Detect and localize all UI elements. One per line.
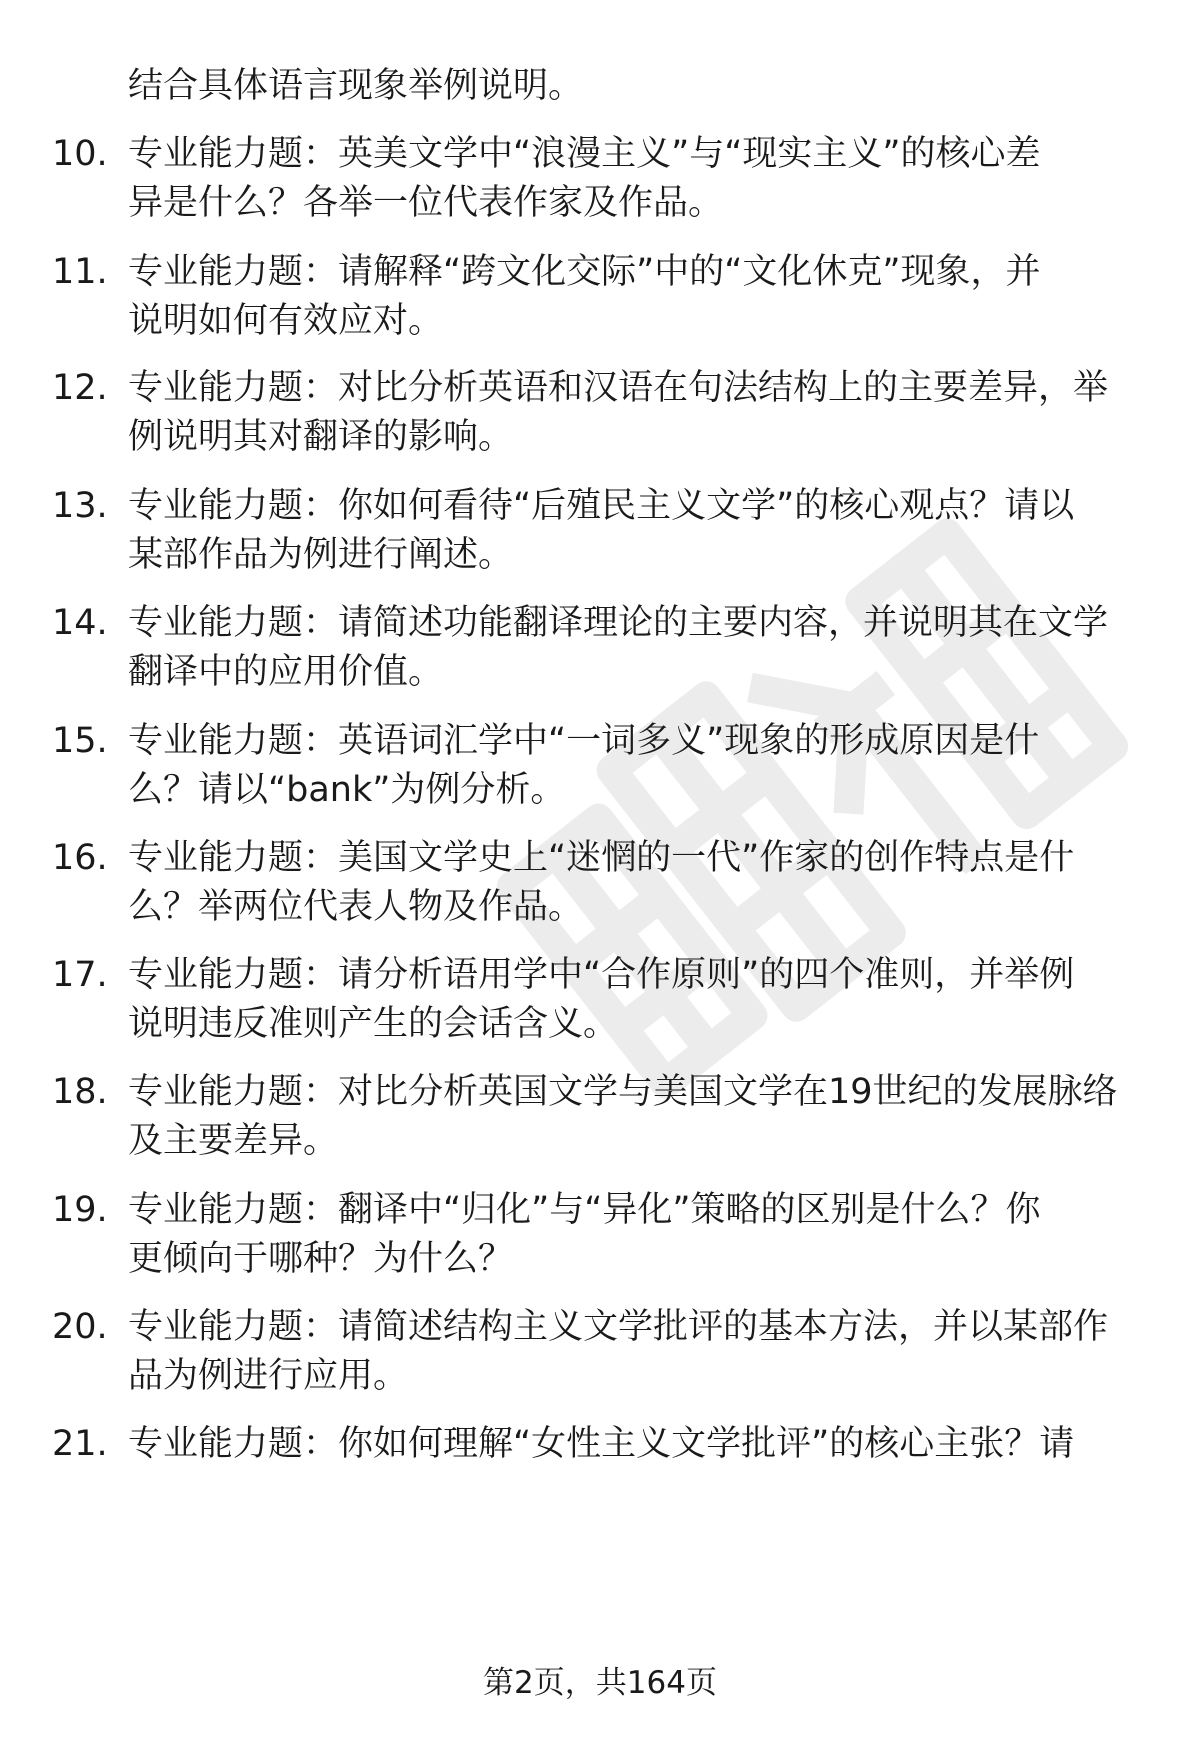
question-number: 18. (52, 1072, 108, 1112)
question-line: 及主要差异。 (128, 1121, 339, 1161)
question-line: 专业能力题：英美文学中“浪漫主义”与“现实主义”的核心差 (128, 134, 1041, 174)
question-number: 17. (52, 955, 108, 995)
question-line: 专业能力题：英语词汇学中“一词多义”现象的形成原因是什 (128, 721, 1040, 761)
question-line: 异是什么？各举一位代表作家及作品。 (128, 183, 724, 223)
question-number: 16. (52, 838, 108, 878)
question-line: 品为例进行应用。 (128, 1356, 409, 1396)
question-line: 专业能力题：你如何理解“女性主义文学批评”的核心主张？请 (128, 1424, 1075, 1464)
question-line: 专业能力题：对比分析英国文学与美国文学在19世纪的发展脉络 (128, 1072, 1118, 1112)
question-line: 么？请以“bank”为例分析。 (128, 770, 566, 810)
question-number: 13. (52, 486, 108, 526)
question-line: 某部作品为例进行阐述。 (128, 535, 514, 575)
question-line: 专业能力题：翻译中“归化”与“异化”策略的区别是什么？你 (128, 1190, 1041, 1230)
question-line: 说明违反准则产生的会话含义。 (128, 1004, 619, 1044)
question-line: 例说明其对翻译的影响。 (128, 417, 514, 457)
question-number: 12. (52, 368, 108, 408)
question-line: 更倾向于哪种？为什么？ (128, 1239, 514, 1279)
question-line: 专业能力题：请简述结构主义文学批评的基本方法，并以某部作 (128, 1307, 1109, 1347)
question-line: 专业能力题：你如何看待“后殖民主义文学”的核心观点？请以 (128, 486, 1075, 526)
continuation-line: 结合具体语言现象举例说明。 (128, 66, 584, 106)
question-line: 专业能力题：请分析语用学中“合作原则”的四个准则，并举例 (128, 955, 1075, 995)
question-line: 专业能力题：对比分析英语和汉语在句法结构上的主要差异，举 (128, 368, 1109, 408)
page-footer: 第2页，共164页 (483, 1665, 717, 1701)
question-number: 19. (52, 1190, 108, 1230)
question-line: 专业能力题：请解释“跨文化交际”中的“文化休克”现象，并 (128, 252, 1041, 292)
question-number: 14. (52, 603, 108, 643)
question-number: 15. (52, 721, 108, 761)
question-line: 翻译中的应用价值。 (128, 652, 444, 692)
question-number: 21. (52, 1424, 108, 1464)
question-number: 11. (52, 252, 108, 292)
question-number: 20. (52, 1307, 108, 1347)
question-number: 10. (52, 134, 108, 174)
question-line: 专业能力题：美国文学史上“迷惘的一代”作家的创作特点是什 (128, 838, 1075, 878)
question-line: 专业能力题：请简述功能翻译理论的主要内容，并说明其在文学 (128, 603, 1109, 643)
question-line: 说明如何有效应对。 (128, 301, 444, 341)
question-line: 么？举两位代表人物及作品。 (128, 887, 584, 927)
